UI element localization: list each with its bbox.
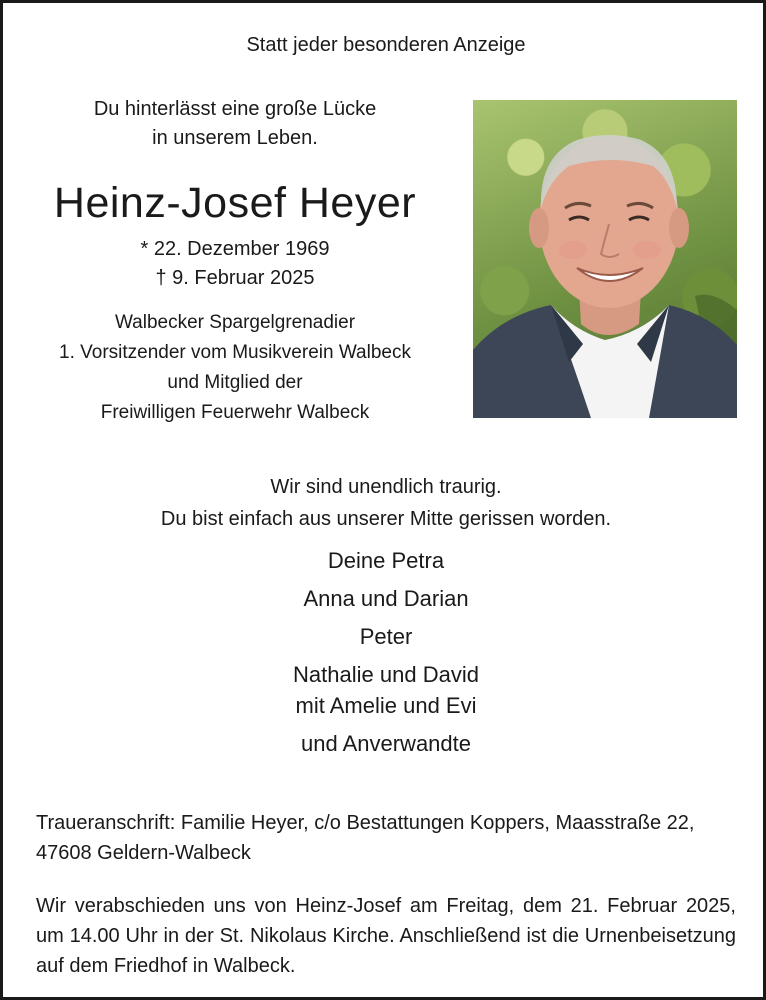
role-line: Freiwilligen Feuerwehr Walbeck: [100, 402, 370, 423]
address-line: Traueranschrift: Familie Heyer, c/o Bestattungen Koppers, Maasstraße 22,: [36, 812, 695, 834]
mourner: mit Amelie und Evi: [295, 693, 477, 718]
motto-line: in unserem Leben.: [152, 127, 318, 149]
life-dates: [35, 235, 435, 293]
quote-line: Du bist einfach aus unserer Mitte gerissen worden.: [160, 508, 612, 530]
portrait-illustration: [473, 100, 737, 418]
role-line: und Mitglied der: [167, 372, 303, 393]
quote-line: Wir sind unendlich traurig.: [270, 476, 502, 498]
address-line: 47608 Geldern-Walbeck: [36, 842, 251, 864]
mourner: Deine Petra: [327, 548, 445, 573]
death-date: † 9. Februar 2025: [155, 267, 315, 289]
role-line: Walbecker Spargelgrenadier: [114, 312, 356, 333]
motto: [35, 95, 435, 153]
mourner: und Anverwandte: [300, 731, 472, 756]
mourner: Anna und Darian: [303, 586, 469, 611]
mourners-list: [3, 544, 766, 765]
roles: [35, 308, 435, 428]
mourner: Peter: [359, 624, 413, 649]
mourning-address: [36, 808, 736, 868]
mourner: Nathalie und David: [293, 662, 479, 687]
deceased-name: Heinz-Josef Heyer: [53, 179, 417, 227]
motto-line: Du hinterlässt eine große Lücke: [93, 98, 377, 120]
service-details: Wir verabschieden uns von Heinz-Josef am Freitag, dem 21. Februar 2025, um 14.00 Uhr in der St. Nikolaus Kirche. Anschließend ist die Urnenbeisetzung auf dem Friedhof in Walbeck.: [36, 895, 736, 977]
quote: [3, 471, 766, 535]
birth-date: * 22. Dezember 1969: [140, 238, 330, 260]
portrait-photo: [473, 100, 737, 418]
role-line: 1. Vorsitzender vom Musikverein Walbeck: [59, 342, 411, 363]
notice-header: Statt jeder besonderen Anzeige: [246, 34, 526, 56]
